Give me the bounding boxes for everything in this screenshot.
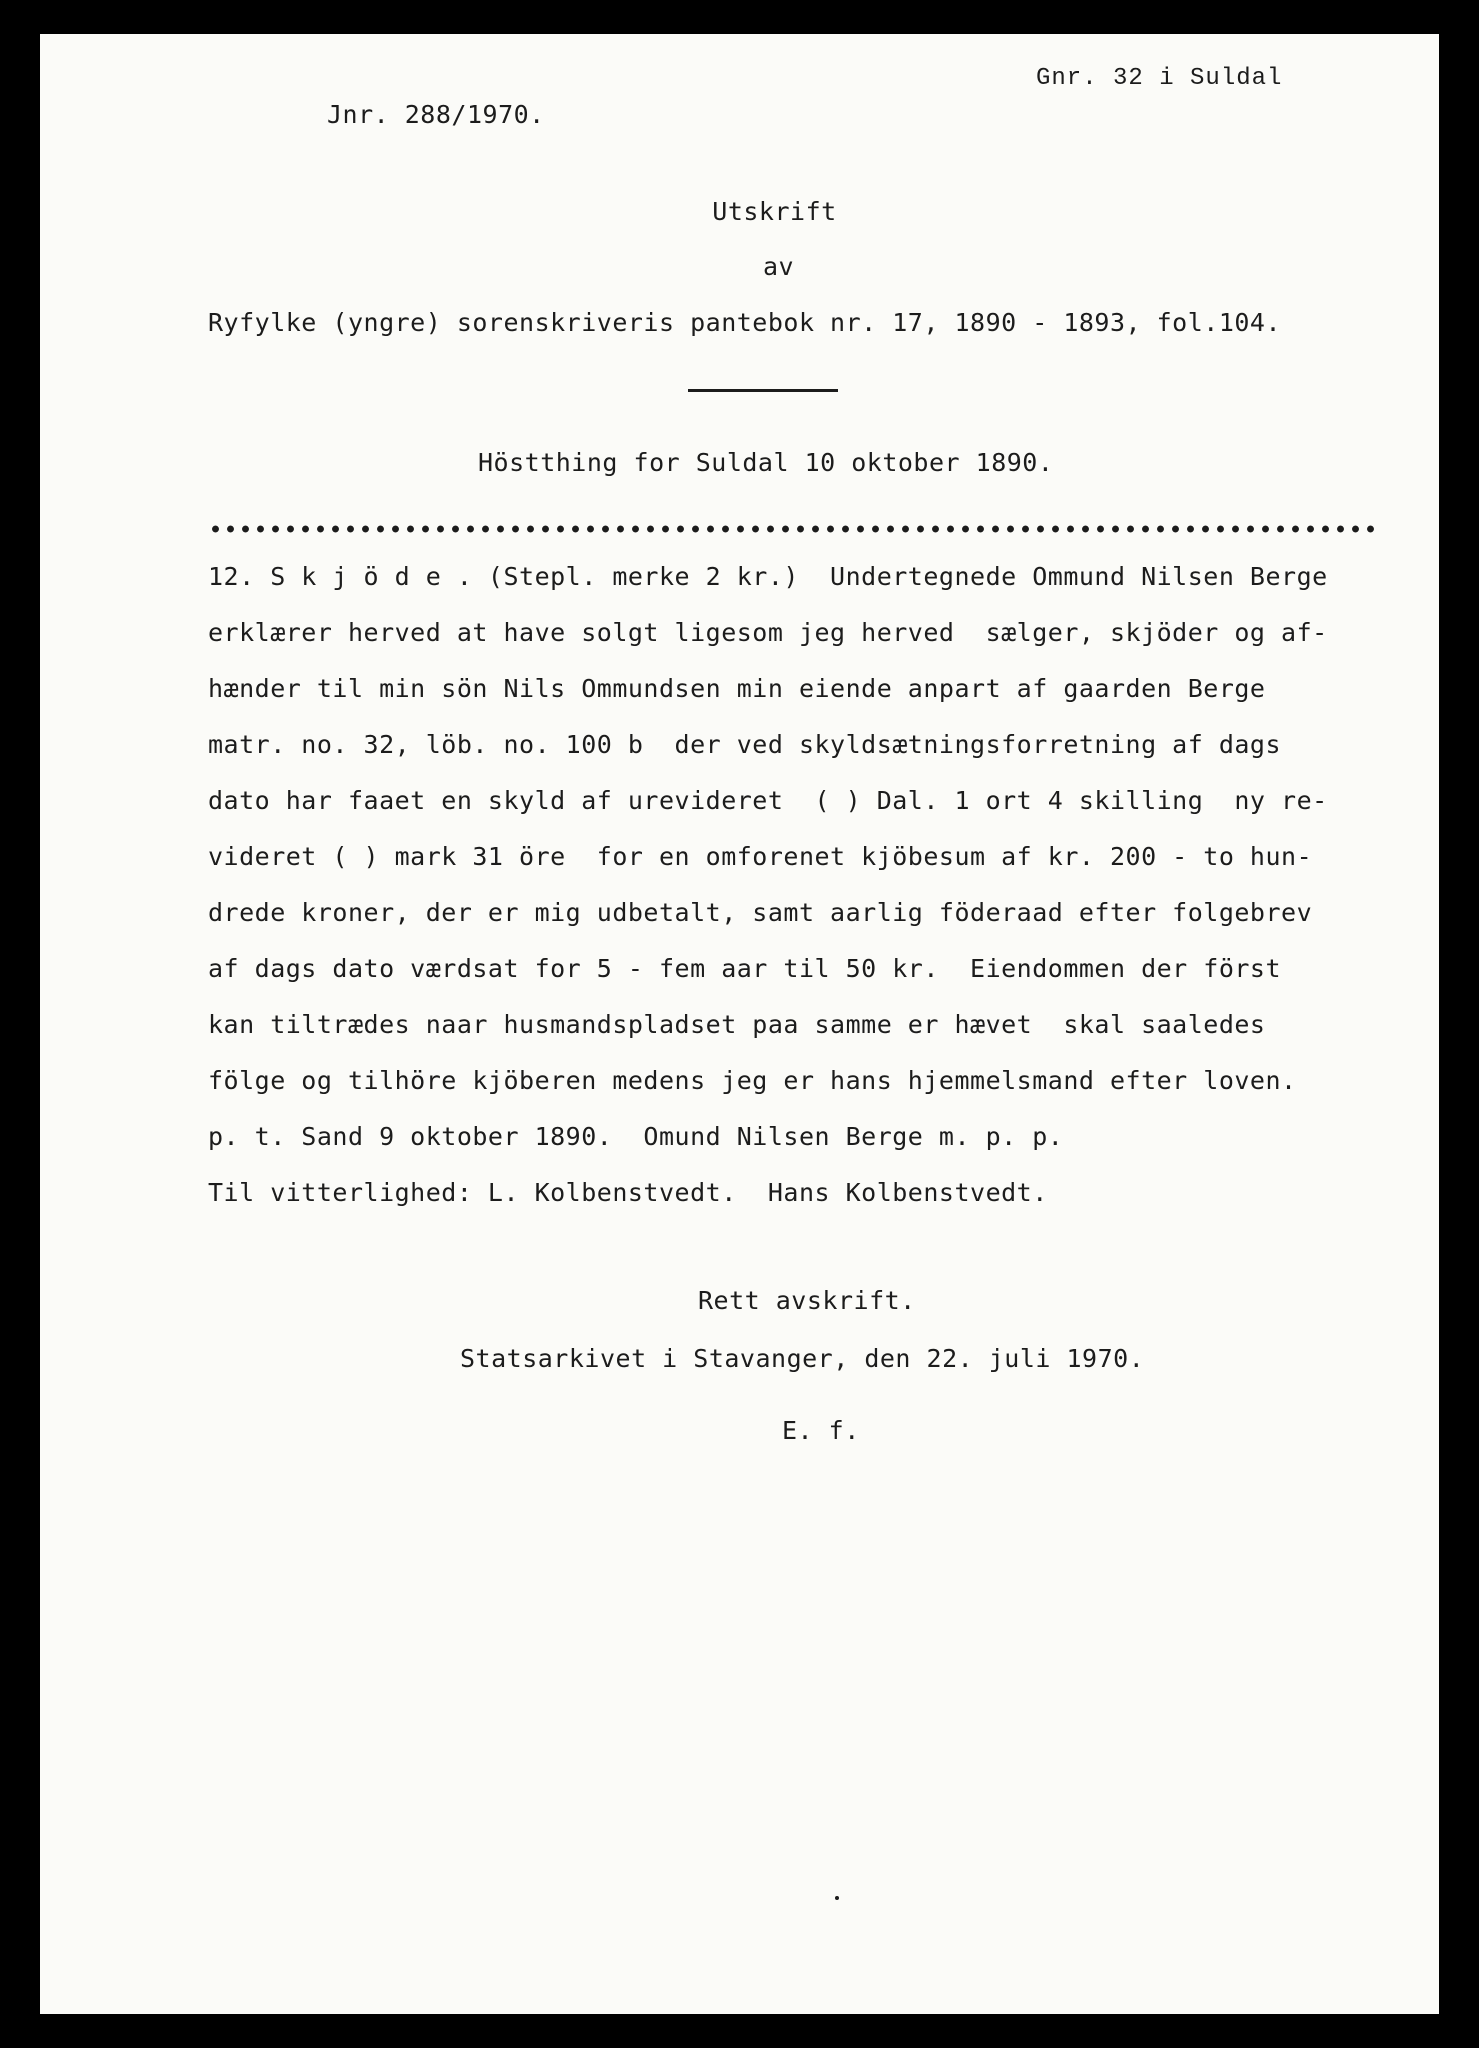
ink-speck: [835, 1896, 839, 1900]
document-title-connector: av: [762, 252, 795, 281]
title-divider: [688, 389, 838, 392]
body-line: videret ( ) mark 31 öre for en omforenet kjöbesum af kr. 200 - to hun-: [208, 842, 1313, 871]
dotted-separator: [208, 524, 1378, 534]
body-line: kan tiltrædes naar husmandspladset paa samme er hævet skal saaledes: [208, 1010, 1266, 1039]
session-heading: Höstthing for Suldal 10 oktober 1890.: [478, 448, 1054, 477]
document-source: Ryfylke (yngre) sorenskriveris pantebok nr. 17, 1890 - 1893, fol.104.: [208, 308, 1282, 337]
body-line: 12. S k j ö d e . (Stepl. merke 2 kr.) Undertegnede Ommund Nilsen Berge: [208, 562, 1328, 591]
body-line: fölge og tilhöre kjöberen medens jeg er hans hjemmelsmand efter loven.: [208, 1066, 1297, 1095]
body-line: matr. no. 32, löb. no. 100 b der ved skyldsætningsforretning af dags: [208, 730, 1282, 759]
body-line: p. t. Sand 9 oktober 1890. Omund Nilsen Berge m. p. p.: [208, 1122, 1064, 1151]
body-line: erklærer herved at have solgt ligesom jeg herved sælger, skjöder og af-: [208, 618, 1328, 647]
witness-line: Til vitterlighed: L. Kolbenstvedt. Hans Kolbenstvedt.: [208, 1178, 1048, 1207]
body-line: hænder til min sön Nils Ommundsen min eiende anpart af gaarden Berge: [208, 674, 1266, 703]
document-title: Utskrift: [712, 197, 837, 226]
certification-text: Rett avskrift.: [698, 1286, 916, 1315]
journal-number: Jnr. 288/1970.: [327, 100, 545, 129]
body-line: af dags dato værdsat for 5 - fem aar til 50 kr. Eiendommen der först: [208, 954, 1282, 983]
document-page: [40, 34, 1439, 2014]
reference-number: Gnr. 32 i Suldal: [1036, 65, 1283, 92]
archive-place-date: Statsarkivet i Stavanger, den 22. juli 1970.: [460, 1344, 1145, 1373]
body-line: dato har faaet en skyld af urevideret ( ) Dal. 1 ort 4 skilling ny re-: [208, 786, 1328, 815]
signature-initials: E. f.: [782, 1416, 860, 1445]
body-line: drede kroner, der er mig udbetalt, samt aarlig föderaad efter folgebrev: [208, 898, 1313, 927]
